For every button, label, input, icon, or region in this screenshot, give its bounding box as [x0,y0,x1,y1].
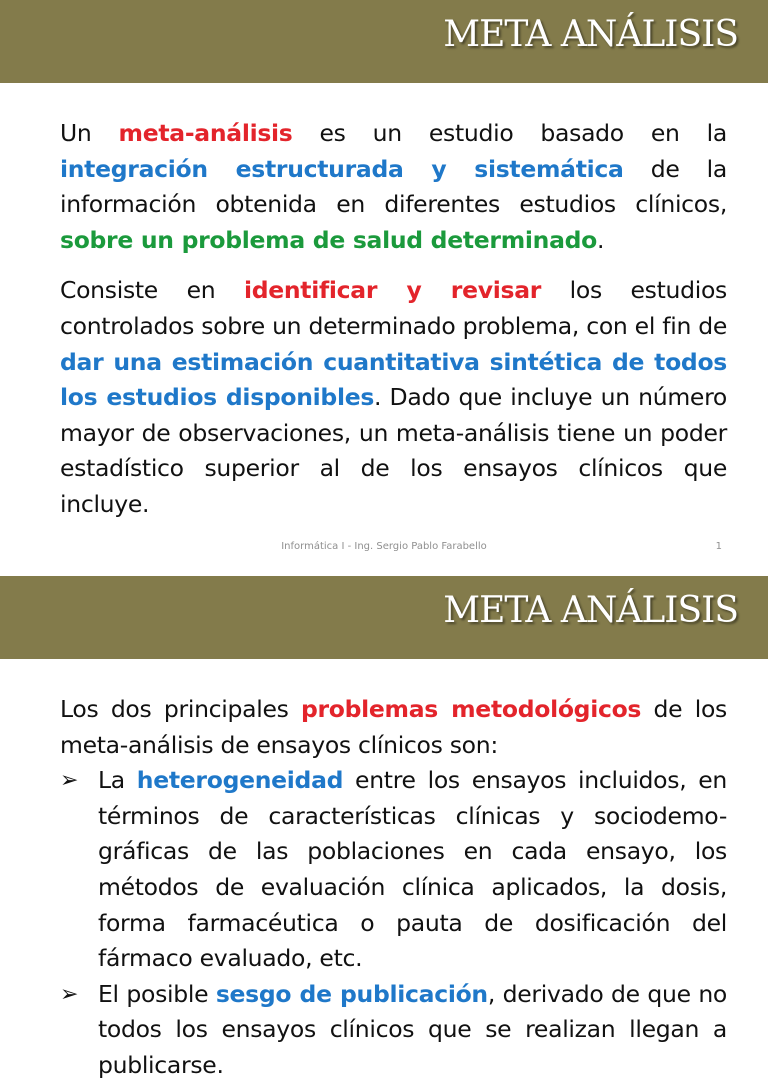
text-run: los estudios controlados sobre un determinado problema, con el fin de [60,276,727,340]
bullet-list [60,763,727,1083]
text-run: . [597,225,605,254]
text-run: entre los ensayos incluidos, en términos de características clínicas y sociodemo-gráficas de las poblaciones en cada ensayo, los métodos de evaluación clínica aplicados, la dosis, forma farmacéutica o pauta de dosificación del fármaco evaluado, etc. [98,766,727,973]
highlight-meta-analisis: meta-análisis [118,119,293,147]
slide-title: META ANÁLISIS [443,14,738,55]
highlight-problema-salud: sobre un problema de salud determinado [60,225,597,254]
slide-separator [0,566,768,576]
slide-body [60,692,727,1084]
text-run: Un [60,119,119,147]
slide-header-bar [0,0,768,83]
arrow-bullet-icon: ➢ [60,981,79,1007]
highlight-integracion: integración estructurada y sistemática [60,154,624,183]
highlight-problemas: problemas metodológicos [300,695,642,723]
text-run: de la información obtenida en diferentes estudios clínicos, [60,154,727,219]
text-run: . Dado que incluye un número mayor de observaciones, un meta-análisis tiene un poder estadístico superior al de los ensayos clínicos que incluye. [60,383,727,518]
paragraph-consiste [60,273,727,522]
list-item [60,763,727,977]
text-run: Los dos principales [60,695,301,723]
text-run: Consiste en [60,276,244,305]
slide-body [60,116,727,538]
text-run: de los meta-análisis de ensayos clínicos son: [60,695,727,759]
slide-2 [0,576,768,1079]
text-run: , derivado de que no todos los ensayos clínicos que se realizan llegan a publicarse. [98,979,728,1079]
highlight-estimacion: dar una estimación cuantitativa sintética de todos los estudios disponibles [60,347,727,412]
highlight-heterogeneidad: heterogeneidad [136,766,344,795]
paragraph-definition [60,116,727,258]
text-run: El posible [98,979,216,1008]
page-number: 1 [715,541,722,552]
paragraph-intro [60,692,727,763]
slide-footer: Informática I - Ing. Sergio Pablo Farabello [281,541,487,552]
text-run: La [98,766,137,795]
highlight-identificar: identificar y revisar [243,276,542,305]
slide-title: META ANÁLISIS [443,590,738,631]
arrow-bullet-icon: ➢ [60,768,79,794]
text-run: es un estudio basado en la [292,119,727,147]
highlight-sesgo: sesgo de publicación [215,979,488,1008]
list-item [60,977,727,1084]
slide-header-bar [0,576,768,659]
